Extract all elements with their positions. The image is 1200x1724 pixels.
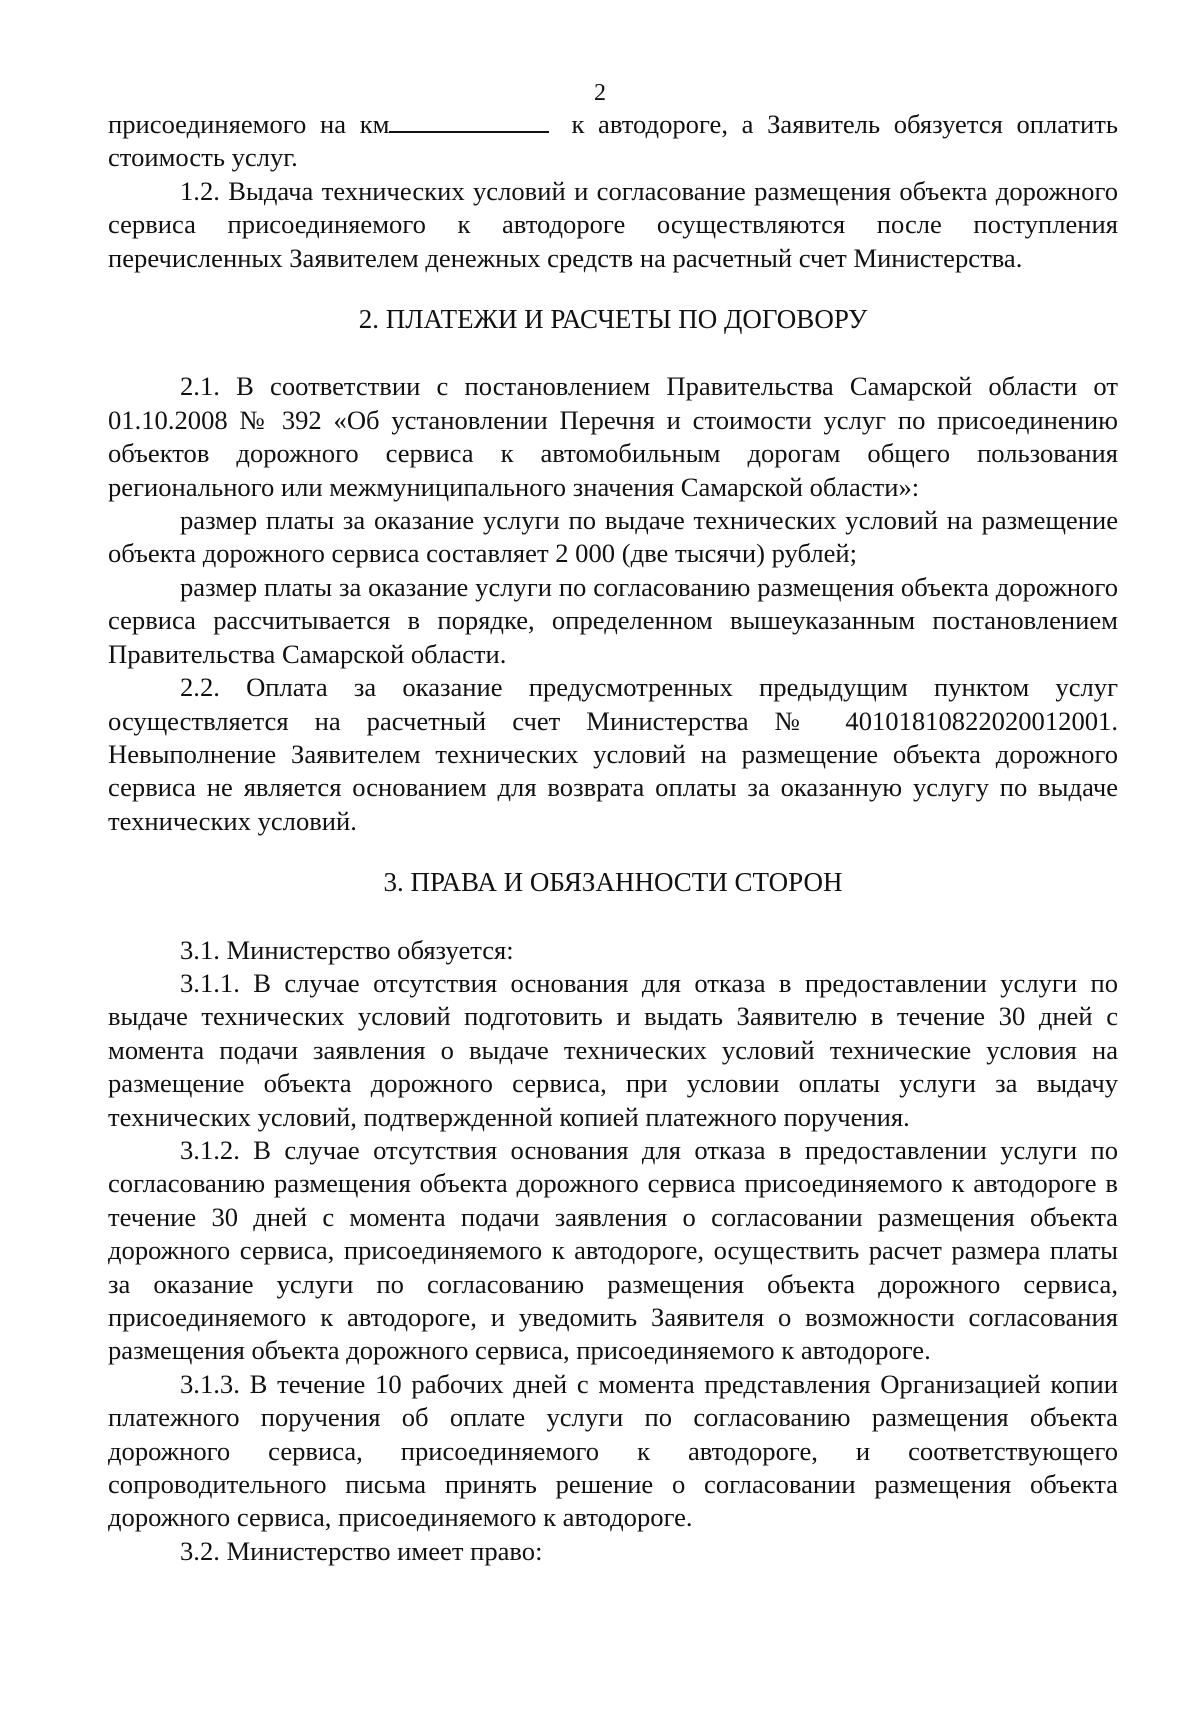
paragraph-2-1: 2.1. В соответствии с постановлением Правительства Самарской области от 01.10.2008 № 392 «Об установлении Перечня и стоимости услуг по присоединению объектов дорожного сервиса к автомобильным дорогам общего пользования регионального или межмуниципального значения Самарской области»: (108, 371, 1118, 502)
paragraph-2-2: 2.2. Оплата за оказание предусмотренных предыдущим пунктом услуг осуществляется на расчетный счет Министерства № 40101810822020012001. Невыполнение Заявителем технических условий на размещение объекта дорожного сервиса не является основанием для возврата оплаты за оказанную услугу по выдаче технических условий. (108, 672, 1118, 836)
section-2-heading: 2. ПЛАТЕЖИ И РАСЧЕТЫ ПО ДОГОВОРУ (358, 304, 868, 335)
document-body (108, 108, 1118, 1568)
paragraph-2-1-a: размер платы за оказание услуги по выдаче технических условий на размещение объекта дорожного сервиса составляет 2 000 (две тысячи) рублей; (108, 505, 1118, 569)
page-number: 2 (594, 80, 606, 106)
intro-text-before: присоединяемого на км (108, 109, 390, 139)
paragraph-3-1-1: 3.1.1. В случае отсутствия основания для отказа в предоставлении услуги по выдаче технических условий подготовить и выдать Заявителю в течение 30 дней с момента подачи заявления о выдаче технических условий технические условия на размещение объекта дорожного сервиса, при условии оплаты услуги за выдачу технических условий, подтвержденной копией платежного поручения. (108, 967, 1118, 1132)
km-blank-field (389, 109, 549, 133)
paragraph-3-1-2: 3.1.2. В случае отсутствия основания для отказа в предоставлении услуги по согласованию размещения объекта дорожного сервиса присоединяемого к автодороге в течение 30 дней с момента подачи заявления о согласовании размещения объекта дорожного сервиса, присоединяемого к автодороге, осуществить расчет размера платы за оказание услуги по согласованию размещения объекта дорожного сервиса, присоединяемого к автодороге, и уведомить Заявителя о возможности согласования размещения объекта дорожного сервиса, присоединяемого к автодороге. (108, 1134, 1118, 1366)
paragraph-3-2: 3.2. Министерство имеет право: (180, 1535, 543, 1566)
paragraph-3-1: 3.1. Министерство обязуется: (180, 934, 514, 965)
intro-paragraph (108, 108, 1118, 175)
section-3-heading: 3. ПРАВА И ОБЯЗАННОСТИ СТОРОН (383, 867, 843, 898)
paragraph-3-1-3: 3.1.3. В течение 10 рабочих дней с момента представления Организацией копии платежного поручения об оплате услуги по согласованию размещения объекта дорожного сервиса, присоединяемого к автодороге, и соответствующего сопроводительного письма принять решение о согласовании размещения объекта дорожного сервиса, присоединяемого к автодороге. (108, 1368, 1118, 1533)
intro-text-after: к автодороге, а Заявитель обязуется оплатить стоимость услуг. (108, 109, 1118, 173)
paragraph-1-2: 1.2. Выдача технических условий и согласование размещения объекта дорожного сервиса присоединяемого к автодороге осуществляются после поступления перечисленных Заявителем денежных средств на расчетный счет Министерства. (108, 175, 1118, 273)
paragraph-2-1-b: размер платы за оказание услуги по согласованию размещения объекта дорожного сервиса рассчитывается в порядке, определенном вышеуказанным постановлением Правительства Самарской области. (108, 571, 1118, 669)
